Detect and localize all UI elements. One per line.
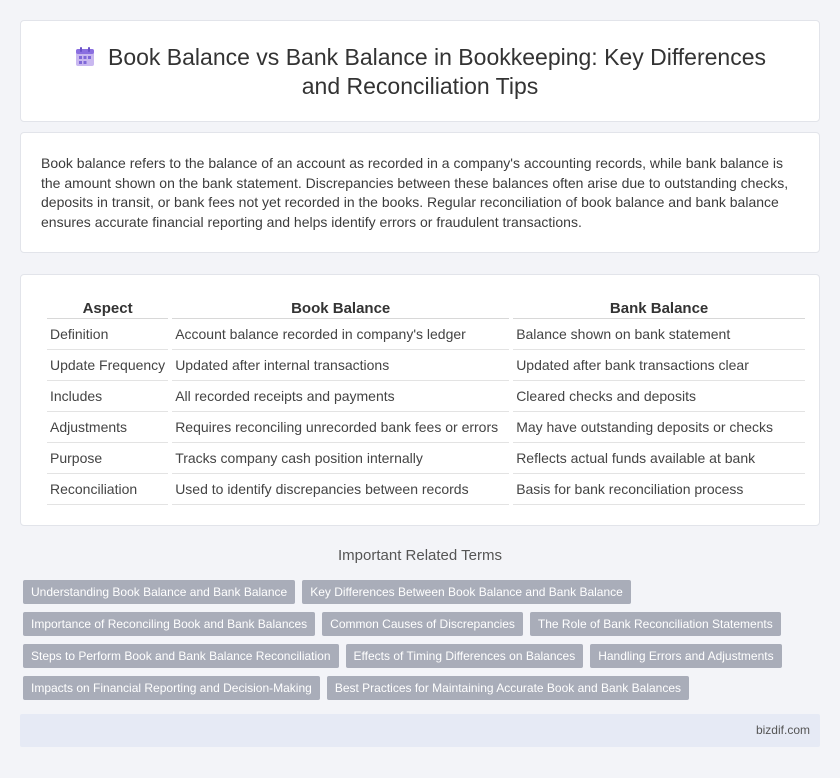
row-book: Updated after internal transactions bbox=[172, 350, 509, 381]
row-book: All recorded receipts and payments bbox=[172, 381, 509, 412]
row-book: Used to identify discrepancies between records bbox=[172, 474, 509, 505]
footer-brand: bizdif.com bbox=[755, 723, 810, 737]
related-term-link[interactable]: Key Differences Between Book Balance and Bank Balance bbox=[302, 580, 631, 604]
intro-paragraph: Book balance refers to the balance of an account as recorded in a company's accounting records, while bank balance is the amount shown on the bank statement. Discrepancies between these balances often arise due to outstanding checks, deposits in transit, or bank fees not yet recorded in the books. Regular reconciliation of book balance and bank balance ensures accurate financial reporting and helps identify errors or fraudulent transactions. bbox=[41, 155, 789, 230]
title-line-1: Book Balance vs Bank Balance in Bookkeeping: Key Differences bbox=[107, 44, 767, 70]
row-bank: Basis for bank reconciliation process bbox=[513, 474, 805, 505]
row-aspect: Reconciliation bbox=[47, 474, 168, 505]
row-bank: May have outstanding deposits or checks bbox=[513, 412, 805, 443]
row-bank: Reflects actual funds available at bank bbox=[513, 443, 805, 474]
related-term-link[interactable]: Effects of Timing Differences on Balances bbox=[346, 644, 584, 668]
related-terms-title: Important Related Terms bbox=[338, 547, 502, 564]
row-aspect: Purpose bbox=[47, 443, 168, 474]
related-term-link[interactable]: Importance of Reconciling Book and Bank Balances bbox=[23, 612, 315, 636]
related-term-link[interactable]: Common Causes of Discrepancies bbox=[322, 612, 523, 636]
table-row bbox=[47, 381, 805, 412]
row-book: Tracks company cash position internally bbox=[172, 443, 509, 474]
title-card bbox=[20, 20, 820, 122]
row-bank: Balance shown on bank statement bbox=[513, 319, 805, 350]
related-term-link[interactable]: Understanding Book Balance and Bank Balance bbox=[23, 580, 295, 604]
comparison-card bbox=[20, 274, 820, 526]
row-aspect: Includes bbox=[47, 381, 168, 412]
table-row bbox=[47, 412, 805, 443]
intro-card bbox=[20, 132, 820, 253]
title-line-2: and Reconciliation Tips bbox=[301, 73, 539, 99]
related-term-link[interactable]: The Role of Bank Reconciliation Statements bbox=[530, 612, 781, 636]
row-book: Account balance recorded in company's ledger bbox=[172, 319, 509, 350]
table-row bbox=[47, 319, 805, 350]
header-book-balance: Book Balance bbox=[172, 297, 509, 319]
row-aspect: Adjustments bbox=[47, 412, 168, 443]
table-header-row bbox=[47, 297, 805, 319]
related-term-link[interactable]: Handling Errors and Adjustments bbox=[590, 644, 781, 668]
header-bank-balance: Bank Balance bbox=[513, 297, 805, 319]
header-aspect: Aspect bbox=[47, 297, 168, 319]
related-term-link[interactable]: Impacts on Financial Reporting and Decision-Making bbox=[23, 676, 320, 700]
related-term-link[interactable]: Steps to Perform Book and Bank Balance Reconciliation bbox=[23, 644, 339, 668]
comparison-table bbox=[43, 297, 809, 505]
row-aspect: Update Frequency bbox=[47, 350, 168, 381]
row-bank: Updated after bank transactions clear bbox=[513, 350, 805, 381]
related-terms-list bbox=[23, 580, 823, 708]
related-term-link[interactable]: Best Practices for Maintaining Accurate Book and Bank Balances bbox=[327, 676, 689, 700]
row-book: Requires reconciling unrecorded bank fees or errors bbox=[172, 412, 509, 443]
table-row bbox=[47, 474, 805, 505]
page-title bbox=[21, 43, 819, 101]
row-aspect: Definition bbox=[47, 319, 168, 350]
footer bbox=[20, 714, 820, 747]
calendar-icon bbox=[74, 46, 96, 68]
table-row bbox=[47, 350, 805, 381]
table-row bbox=[47, 443, 805, 474]
row-bank: Cleared checks and deposits bbox=[513, 381, 805, 412]
